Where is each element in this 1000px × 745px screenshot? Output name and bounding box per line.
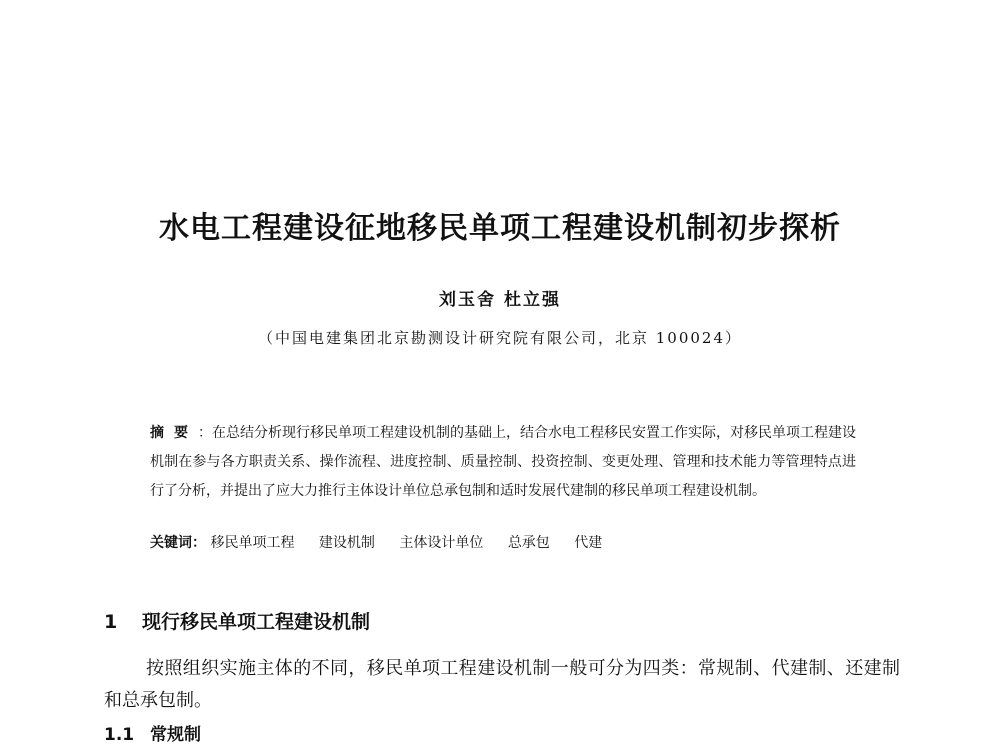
subsection-number: 1.1	[104, 725, 135, 745]
section-title: 现行移民单项工程建设机制	[142, 611, 371, 633]
abstract-colon: ：	[198, 425, 212, 441]
keyword-item: 总承包	[507, 535, 550, 551]
subsection-heading	[104, 720, 201, 745]
keywords-label: 关键词：	[150, 535, 206, 551]
keyword-item: 移民单项工程	[210, 535, 295, 551]
keyword-item: 代建	[574, 535, 603, 551]
abstract-label: 摘要	[150, 425, 198, 441]
section-heading	[104, 607, 370, 634]
keyword-item: 建设机制	[318, 535, 375, 551]
body-paragraph: 按照组织实施主体的不同，移民单项工程建设机制一般可分为四类：常规制、代建制、还建制和总承包制。	[104, 658, 900, 711]
paper-affiliation: （中国电建集团北京勘测设计研究院有限公司，北京 100024）	[257, 329, 743, 347]
section-number: 1	[104, 611, 118, 633]
paper-authors: 刘玉舍 杜立强	[439, 290, 561, 310]
keyword-item: 主体设计单位	[399, 535, 484, 551]
keywords	[150, 532, 856, 552]
abstract	[150, 419, 856, 506]
abstract-text: 在总结分析现行移民单项工程建设机制的基础上，结合水电工程移民安置工作实际，对移民单项工程建设机制在参与各方职责关系、操作流程、进度控制、质量控制、投资控制、变更处理、管理和技术能力等管理特点进行了分析，并提出了应大力推行主体设计单位总承包制和适时发展代建制的移民单项工程建设机制。	[150, 425, 856, 499]
subsection-title: 常规制	[150, 725, 201, 745]
paper-title: 水电工程建设征地移民单项工程建设机制初步探析	[159, 211, 841, 246]
